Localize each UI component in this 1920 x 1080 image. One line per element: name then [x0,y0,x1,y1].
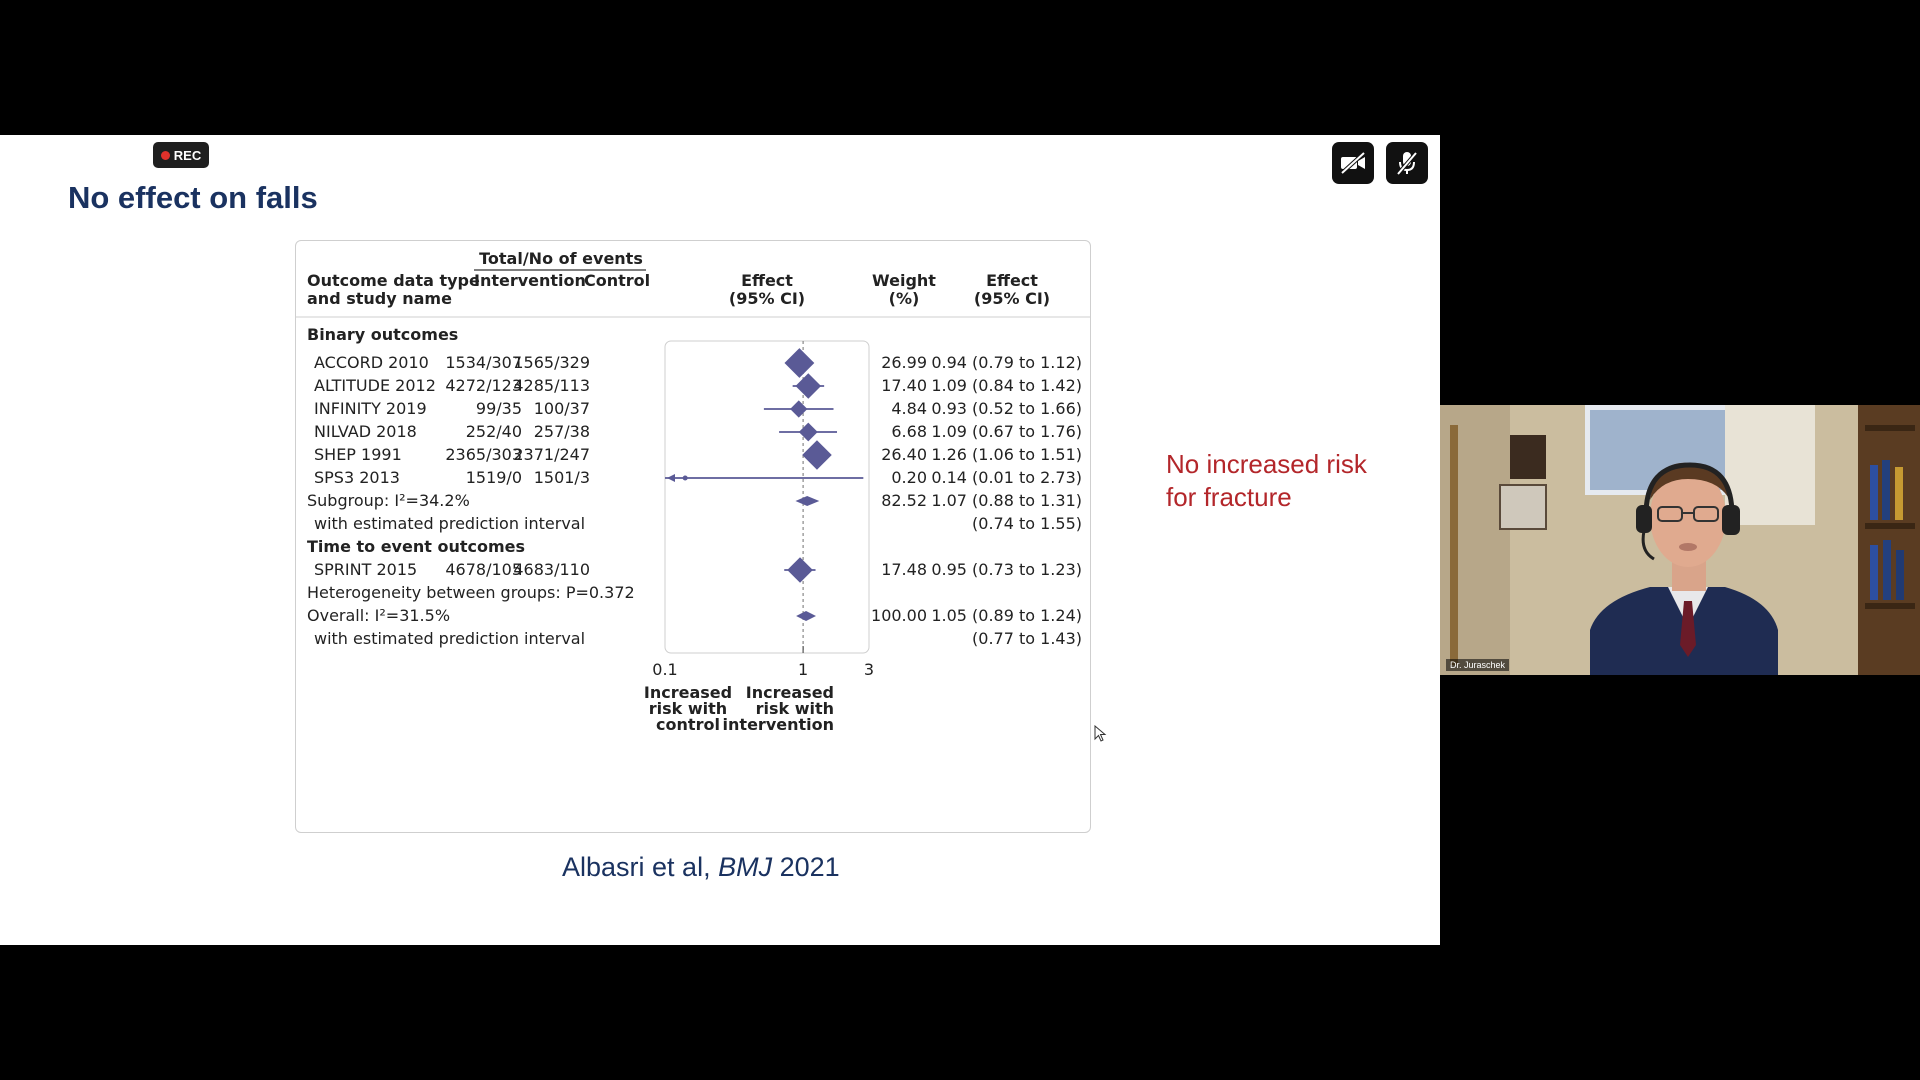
study-label: SPS3 2013 [314,468,400,487]
header-effect-line2: (95% CI) [728,289,806,308]
forest-marks [665,341,863,653]
summary-diamond [795,496,819,506]
prediction-interval-label: with estimated prediction interval [314,629,586,648]
effect-marker [784,348,814,378]
section-binary-outcomes: Binary outcomes [307,325,459,344]
study-label: INFINITY 2019 [314,399,427,418]
header-outcome-line2: and study name [307,289,452,308]
study-control: 4285/113 [513,376,590,395]
record-dot-icon [161,151,170,160]
study-control: 1501/3 [533,468,590,487]
effect-marker [802,440,832,470]
participant-name: Dr. Juraschek [1446,659,1509,671]
study-intervention: 1534/307 [445,353,522,372]
row-weight: 6.68 [891,422,927,441]
study-label: ALTITUDE 2012 [314,376,436,395]
row-weight: 4.84 [891,399,927,418]
study-intervention: 2365/303 [445,445,522,464]
recording-indicator [153,142,209,168]
forest-plot [295,240,1091,833]
axis-label-left: risk with [648,699,728,718]
forest-axis [644,660,874,734]
header-weight-line2: (%) [888,289,920,308]
row-effect-ci: 0.93 (0.52 to 1.66) [931,399,1082,418]
study-label: ACCORD 2010 [314,353,429,372]
side-note [1166,448,1406,513]
ci-clip-arrow [667,474,675,482]
row-weight: 82.52 [881,491,927,510]
row-effect-ci: (0.74 to 1.55) [972,514,1082,533]
section-time-to-event: Time to event outcomes [307,537,525,556]
row-weight: 17.48 [881,560,927,579]
study-intervention: 99/35 [475,399,522,418]
summary-diamond [796,611,816,621]
header-weight-line1: Weight [872,271,936,290]
citation-year: 2021 [772,852,840,882]
study-control: 4683/110 [513,560,590,579]
row-weight: 17.40 [881,376,927,395]
row-effect-ci: 1.09 (0.67 to 1.76) [931,422,1082,441]
header-outcome-line1: Outcome data type [307,271,480,290]
header-effect2-line2: (95% CI) [973,289,1051,308]
axis-label-left: control [656,715,720,734]
study-label: NILVAD 2018 [314,422,417,441]
summary-label: Subgroup: I²=34.2% [307,491,470,510]
row-weight: 26.99 [881,353,927,372]
study-control: 100/37 [533,399,590,418]
effect-marker [787,557,813,583]
plot-panel [665,341,869,653]
row-effect-ci: 0.94 (0.79 to 1.12) [931,353,1082,372]
axis-label-right: Increased [745,683,834,702]
header-control: Control [584,271,651,290]
effect-marker [799,423,818,442]
row-effect-ci: 1.07 (0.88 to 1.31) [931,491,1082,510]
row-effect-ci: 1.26 (1.06 to 1.51) [931,445,1082,464]
citation-authors: Albasri et al, [562,852,719,882]
video-off-icon [1339,151,1367,175]
row-effect-ci: 0.14 (0.01 to 2.73) [931,468,1082,487]
mouse-cursor-icon [1094,725,1108,743]
row-effect-ci: (0.77 to 1.43) [972,629,1082,648]
axis-label-left: Increased [643,683,733,702]
forest-rows [307,353,1082,648]
study-intervention: 252/40 [465,422,522,441]
row-effect-ci: 1.05 (0.89 to 1.24) [931,606,1082,625]
header-effect-line1: Effect [741,271,793,290]
study-label: SHEP 1991 [314,445,402,464]
camera-off-button[interactable] [1332,142,1374,184]
effect-marker [683,476,688,481]
summary-label: Overall: I²=31.5% [307,606,451,625]
effect-marker [790,400,807,417]
citation [562,852,840,883]
header-effect2-line1: Effect [986,271,1038,290]
study-intervention: 4678/105 [445,560,522,579]
row-weight: 0.20 [891,468,927,487]
axis-tick-label: 1 [798,660,809,679]
study-intervention: 1519/0 [465,468,522,487]
study-intervention: 4272/123 [445,376,522,395]
row-effect-ci: 0.95 (0.73 to 1.23) [931,560,1082,579]
side-note-line2: for fracture [1166,481,1292,512]
row-weight: 100.00 [871,606,927,625]
prediction-interval-label: with estimated prediction interval [314,514,586,533]
mic-off-icon [1395,150,1419,176]
study-control: 257/38 [533,422,590,441]
row-effect-ci: 1.09 (0.84 to 1.42) [931,376,1082,395]
study-control: 1565/329 [513,353,590,372]
participant-video[interactable] [1440,405,1920,675]
axis-label-right: risk with [755,699,834,718]
header-group: Total/No of events [479,249,643,268]
heterogeneity-label: Heterogeneity between groups: P=0.372 [307,583,635,602]
axis-label-right: intervention [722,715,834,734]
participant-video-frame [1440,405,1920,675]
study-label: SPRINT 2015 [314,560,418,579]
axis-tick-label: 3 [863,660,875,679]
recording-label: REC [173,147,202,163]
forest-plot-svg [296,241,1090,832]
citation-journal: BMJ [718,852,773,882]
header-intervention: Intervention [474,271,586,290]
slide-title: No effect on falls [68,180,318,215]
axis-tick-label: 0.1 [652,660,678,679]
side-note-line1: No increased risk [1166,449,1367,479]
study-control: 2371/247 [513,445,590,464]
mute-button[interactable] [1386,142,1428,184]
row-weight: 26.40 [881,445,927,464]
